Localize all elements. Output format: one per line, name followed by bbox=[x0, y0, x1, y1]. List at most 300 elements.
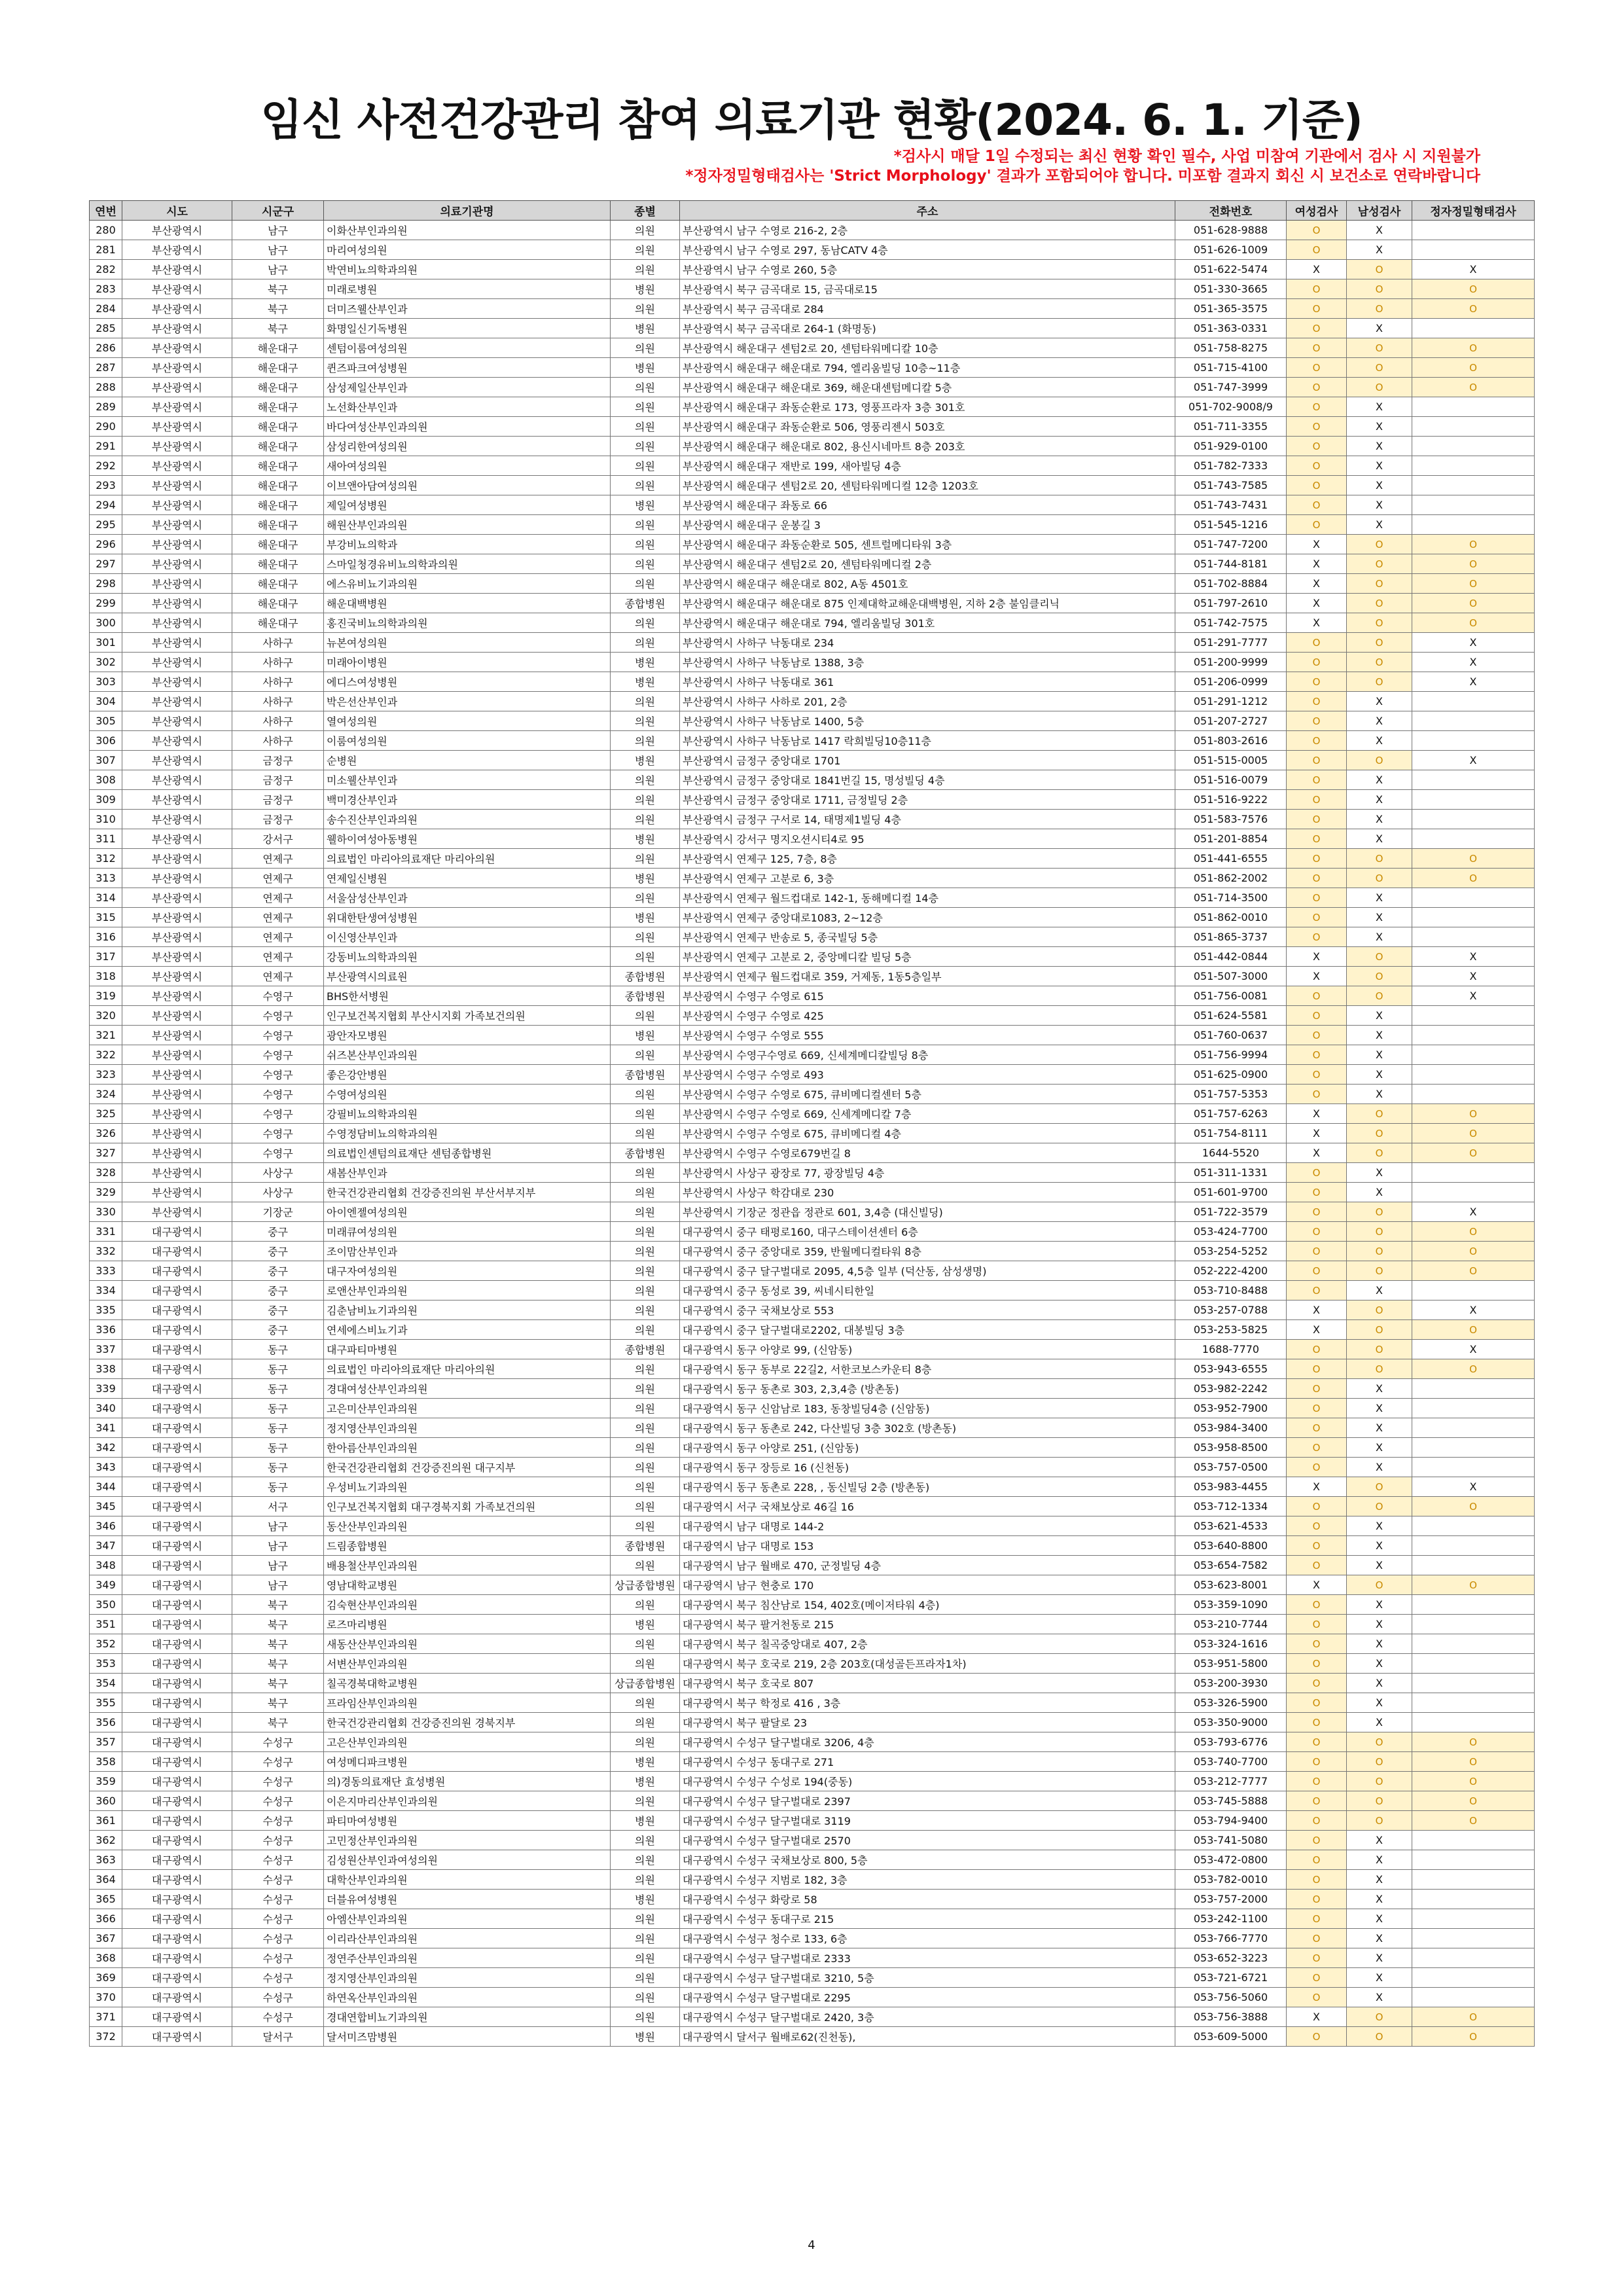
cell-phone: 051-626-1009 bbox=[1175, 240, 1287, 260]
cell-type: 병원 bbox=[611, 869, 680, 888]
cell-sigungu: 수성구 bbox=[232, 1988, 324, 2007]
cell-phone: 051-291-1212 bbox=[1175, 692, 1287, 711]
cell-no: 355 bbox=[90, 1693, 122, 1713]
cell-no: 294 bbox=[90, 495, 122, 515]
table-row bbox=[90, 869, 1535, 888]
cell-sido: 부산광역시 bbox=[122, 397, 232, 417]
cell-male-test bbox=[1347, 2007, 1412, 2027]
cross-mark: X bbox=[1376, 1638, 1383, 1650]
cell-sperm-morphology bbox=[1412, 1674, 1535, 1693]
cell-address: 대구광역시 수성구 화랑로 58 bbox=[680, 1890, 1175, 1909]
cell-male-test bbox=[1347, 574, 1412, 594]
cross-mark: X bbox=[1313, 1323, 1320, 1336]
cell-sperm-morphology bbox=[1412, 1242, 1535, 1261]
cell-sido: 부산광역시 bbox=[122, 240, 232, 260]
table-row bbox=[90, 1477, 1535, 1497]
cell-sido: 대구광역시 bbox=[122, 1615, 232, 1634]
cell-no: 317 bbox=[90, 947, 122, 967]
cell-sido: 대구광역시 bbox=[122, 1968, 232, 1988]
cell-address: 대구광역시 동구 장등로 16 (신천동) bbox=[680, 1458, 1175, 1477]
table-row bbox=[90, 711, 1535, 731]
cell-phone: 051-756-0081 bbox=[1175, 986, 1287, 1006]
cell-sigungu: 수영구 bbox=[232, 1045, 324, 1065]
cell-name: 더미즈웰산부인과 bbox=[324, 299, 611, 319]
cross-mark: X bbox=[1313, 1480, 1320, 1493]
cell-name: 뉴본여성의원 bbox=[324, 633, 611, 653]
cross-mark: X bbox=[1313, 558, 1320, 570]
cell-male-test bbox=[1347, 1575, 1412, 1595]
cell-no: 298 bbox=[90, 574, 122, 594]
cell-male-test bbox=[1347, 515, 1412, 535]
cell-sperm-morphology bbox=[1412, 711, 1535, 731]
cell-type: 의원 bbox=[611, 535, 680, 554]
cell-sido: 대구광역시 bbox=[122, 1516, 232, 1536]
cell-sigungu: 수영구 bbox=[232, 1085, 324, 1104]
cell-phone: 053-257-0788 bbox=[1175, 1300, 1287, 1320]
cell-type: 종합병원 bbox=[611, 986, 680, 1006]
cell-phone: 053-982-2242 bbox=[1175, 1379, 1287, 1399]
circle-mark: O bbox=[1375, 1795, 1383, 1807]
cell-sperm-morphology bbox=[1412, 279, 1535, 299]
circle-mark: O bbox=[1312, 656, 1321, 668]
circle-mark: O bbox=[1312, 1795, 1321, 1807]
cell-no: 345 bbox=[90, 1497, 122, 1516]
cell-sperm-morphology bbox=[1412, 810, 1535, 829]
cell-phone: 053-958-8500 bbox=[1175, 1438, 1287, 1458]
table-row bbox=[90, 1399, 1535, 1418]
cell-male-test bbox=[1347, 1477, 1412, 1497]
circle-mark: O bbox=[1375, 1756, 1383, 1768]
cell-no: 363 bbox=[90, 1850, 122, 1870]
circle-mark: O bbox=[1375, 1501, 1383, 1513]
cell-no: 323 bbox=[90, 1065, 122, 1085]
table-row bbox=[90, 849, 1535, 869]
cell-address: 대구광역시 달서구 월배로62(진천동), bbox=[680, 2027, 1175, 2047]
cell-sperm-morphology bbox=[1412, 1399, 1535, 1418]
cell-sido: 부산광역시 bbox=[122, 770, 232, 790]
circle-mark: O bbox=[1312, 715, 1321, 727]
circle-mark: O bbox=[1375, 264, 1383, 276]
cell-sperm-morphology bbox=[1412, 1497, 1535, 1516]
cell-no: 302 bbox=[90, 653, 122, 672]
cell-sido: 대구광역시 bbox=[122, 1791, 232, 1811]
cell-name: 새동산산부인과의원 bbox=[324, 1634, 611, 1654]
table-row bbox=[90, 927, 1535, 947]
cell-sperm-morphology bbox=[1412, 692, 1535, 711]
cell-no: 311 bbox=[90, 829, 122, 849]
cell-female-test bbox=[1287, 1281, 1347, 1300]
circle-mark: O bbox=[1312, 1167, 1321, 1179]
cell-name: 에디스여성병원 bbox=[324, 672, 611, 692]
cross-mark: X bbox=[1376, 1049, 1383, 1061]
cell-phone: 051-702-8884 bbox=[1175, 574, 1287, 594]
cell-male-test bbox=[1347, 653, 1412, 672]
cell-address: 부산광역시 연제구 월드컵대로 142-1, 동해메디컬 14층 bbox=[680, 888, 1175, 908]
cell-type: 의원 bbox=[611, 1045, 680, 1065]
cell-no: 318 bbox=[90, 967, 122, 986]
cell-sigungu: 중구 bbox=[232, 1300, 324, 1320]
cell-male-test bbox=[1347, 613, 1412, 633]
cell-phone: 053-254-5252 bbox=[1175, 1242, 1287, 1261]
circle-mark: O bbox=[1469, 362, 1477, 374]
circle-mark: O bbox=[1469, 342, 1477, 354]
cell-male-test bbox=[1347, 1850, 1412, 1870]
cell-no: 285 bbox=[90, 319, 122, 338]
cell-sido: 부산광역시 bbox=[122, 849, 232, 869]
cross-mark: X bbox=[1376, 1912, 1383, 1925]
cell-type: 병원 bbox=[611, 2027, 680, 2047]
cell-sigungu: 수성구 bbox=[232, 1831, 324, 1850]
table-row bbox=[90, 1556, 1535, 1575]
cell-type: 의원 bbox=[611, 888, 680, 908]
cell-type: 의원 bbox=[611, 1929, 680, 1948]
cross-mark: X bbox=[1376, 813, 1383, 825]
cell-sperm-morphology bbox=[1412, 1948, 1535, 1968]
cell-phone: 053-326-5900 bbox=[1175, 1693, 1287, 1713]
cell-phone: 051-756-9994 bbox=[1175, 1045, 1287, 1065]
table-row bbox=[90, 1104, 1535, 1124]
cross-mark: X bbox=[1376, 243, 1383, 256]
cell-female-test bbox=[1287, 1831, 1347, 1850]
cell-no: 343 bbox=[90, 1458, 122, 1477]
cell-female-test bbox=[1287, 1772, 1347, 1791]
circle-mark: O bbox=[1375, 1206, 1383, 1218]
cell-phone: 053-983-4455 bbox=[1175, 1477, 1287, 1497]
cell-name: 한국건강관리협회 건강증진의원 부산서부지부 bbox=[324, 1183, 611, 1202]
table-body bbox=[90, 221, 1535, 2047]
circle-mark: O bbox=[1375, 1304, 1383, 1316]
cross-mark: X bbox=[1376, 479, 1383, 492]
cell-sido: 부산광역시 bbox=[122, 1124, 232, 1143]
cell-sido: 부산광역시 bbox=[122, 456, 232, 476]
cell-type: 의원 bbox=[611, 1909, 680, 1929]
cell-phone: 051-747-7200 bbox=[1175, 535, 1287, 554]
circle-mark: O bbox=[1312, 1442, 1321, 1454]
cell-sperm-morphology bbox=[1412, 751, 1535, 770]
cell-female-test bbox=[1287, 417, 1347, 437]
cell-type: 병원 bbox=[611, 653, 680, 672]
circle-mark: O bbox=[1375, 676, 1383, 688]
cell-sperm-morphology bbox=[1412, 1418, 1535, 1438]
cell-sperm-morphology bbox=[1412, 1968, 1535, 1988]
cell-address: 부산광역시 해운대구 좌동순환로 505, 센트럴메디타워 3층 bbox=[680, 535, 1175, 554]
cell-type: 의원 bbox=[611, 221, 680, 240]
table-row bbox=[90, 437, 1535, 456]
cell-sido: 대구광역시 bbox=[122, 1536, 232, 1556]
cell-female-test bbox=[1287, 927, 1347, 947]
cell-male-test bbox=[1347, 1438, 1412, 1458]
cell-name: 한국건강관리협회 건강증진의원 대구지부 bbox=[324, 1458, 611, 1477]
cell-phone: 051-291-7777 bbox=[1175, 633, 1287, 653]
cell-address: 부산광역시 사상구 학감대로 230 bbox=[680, 1183, 1175, 1202]
cell-no: 344 bbox=[90, 1477, 122, 1497]
cross-mark: X bbox=[1376, 774, 1383, 786]
cell-male-test bbox=[1347, 437, 1412, 456]
cell-no: 340 bbox=[90, 1399, 122, 1418]
cell-male-test bbox=[1347, 594, 1412, 613]
cell-sigungu: 금정구 bbox=[232, 751, 324, 770]
table-row bbox=[90, 456, 1535, 476]
cell-type: 의원 bbox=[611, 1732, 680, 1752]
cell-name: 부산광역시의료원 bbox=[324, 967, 611, 986]
cell-name: 동산산부인과의원 bbox=[324, 1516, 611, 1536]
cell-type: 상급종합병원 bbox=[611, 1575, 680, 1595]
cell-sigungu: 수성구 bbox=[232, 1890, 324, 1909]
cell-female-test bbox=[1287, 1595, 1347, 1615]
circle-mark: O bbox=[1469, 2011, 1477, 2023]
cross-mark: X bbox=[1376, 1932, 1383, 1945]
cell-female-test bbox=[1287, 751, 1347, 770]
cross-mark: X bbox=[1376, 1068, 1383, 1081]
cell-male-test bbox=[1347, 358, 1412, 378]
cross-mark: X bbox=[1376, 1029, 1383, 1041]
cell-sperm-morphology bbox=[1412, 613, 1535, 633]
cell-address: 부산광역시 해운대구 센텀2로 20, 센텀타워메디컬 12층 1203호 bbox=[680, 476, 1175, 495]
cell-type: 병원 bbox=[611, 1890, 680, 1909]
circle-mark: O bbox=[1469, 598, 1477, 609]
cross-mark: X bbox=[1376, 891, 1383, 904]
table-row bbox=[90, 1968, 1535, 1988]
cell-phone: 053-652-3223 bbox=[1175, 1948, 1287, 1968]
cell-name: 새아여성의원 bbox=[324, 456, 611, 476]
cell-type: 의원 bbox=[611, 1595, 680, 1615]
cell-address: 대구광역시 수성구 달구벌대로 2420, 3층 bbox=[680, 2007, 1175, 2027]
cell-female-test bbox=[1287, 1536, 1347, 1556]
cell-address: 부산광역시 금정구 중앙대로 1841번길 15, 명성빌딩 4층 bbox=[680, 770, 1175, 790]
cell-male-test bbox=[1347, 456, 1412, 476]
cell-phone: 051-757-5353 bbox=[1175, 1085, 1287, 1104]
cell-female-test bbox=[1287, 437, 1347, 456]
cell-phone: 053-710-8488 bbox=[1175, 1281, 1287, 1300]
cell-address: 대구광역시 남구 현충로 170 bbox=[680, 1575, 1175, 1595]
cell-name: 의료법인 마리아의료재단 마리아의원 bbox=[324, 1359, 611, 1379]
cross-mark: X bbox=[1376, 1893, 1383, 1905]
cell-sperm-morphology bbox=[1412, 554, 1535, 574]
cell-phone: 051-715-4100 bbox=[1175, 358, 1287, 378]
cell-phone: 051-929-0100 bbox=[1175, 437, 1287, 456]
cell-address: 부산광역시 연제구 125, 7층, 8층 bbox=[680, 849, 1175, 869]
table-row bbox=[90, 1890, 1535, 1909]
cell-phone: 053-756-5060 bbox=[1175, 1988, 1287, 2007]
circle-mark: O bbox=[1312, 224, 1321, 236]
cell-female-test bbox=[1287, 378, 1347, 397]
cell-male-test bbox=[1347, 1418, 1412, 1438]
cell-phone: 051-200-9999 bbox=[1175, 653, 1287, 672]
cell-sperm-morphology bbox=[1412, 1222, 1535, 1242]
cell-sigungu: 남구 bbox=[232, 1516, 324, 1536]
cell-phone: 053-943-6555 bbox=[1175, 1359, 1287, 1379]
circle-mark: O bbox=[1312, 1285, 1321, 1297]
table-row bbox=[90, 319, 1535, 338]
cell-address: 대구광역시 수성구 달구벌대로 2333 bbox=[680, 1948, 1175, 1968]
cell-name: 광안자모병원 bbox=[324, 1026, 611, 1045]
circle-mark: O bbox=[1375, 1246, 1383, 1257]
cell-phone: 053-621-4533 bbox=[1175, 1516, 1287, 1536]
cell-phone: 053-757-2000 bbox=[1175, 1890, 1287, 1909]
cell-sido: 부산광역시 bbox=[122, 692, 232, 711]
cell-type: 의원 bbox=[611, 810, 680, 829]
table-row bbox=[90, 1242, 1535, 1261]
cell-type: 의원 bbox=[611, 1458, 680, 1477]
cell-sigungu: 수성구 bbox=[232, 1948, 324, 1968]
cell-address: 대구광역시 동구 동부로 22길2, 서한코보스카운티 8층 bbox=[680, 1359, 1175, 1379]
cell-female-test bbox=[1287, 515, 1347, 535]
cell-sigungu: 해운대구 bbox=[232, 437, 324, 456]
cell-male-test bbox=[1347, 1674, 1412, 1693]
cell-address: 대구광역시 동구 아양로 251, (신암동) bbox=[680, 1438, 1175, 1458]
cell-no: 372 bbox=[90, 2027, 122, 2047]
cell-no: 290 bbox=[90, 417, 122, 437]
cell-address: 대구광역시 중구 태평로160, 대구스테이션센터 6층 bbox=[680, 1222, 1175, 1242]
cell-sigungu: 북구 bbox=[232, 1693, 324, 1713]
cell-address: 대구광역시 북구 팔거천동로 215 bbox=[680, 1615, 1175, 1634]
cell-sido: 부산광역시 bbox=[122, 751, 232, 770]
cell-sigungu: 중구 bbox=[232, 1281, 324, 1300]
cell-address: 부산광역시 남구 수영로 297, 동남CATV 4층 bbox=[680, 240, 1175, 260]
cell-sperm-morphology bbox=[1412, 240, 1535, 260]
circle-mark: O bbox=[1312, 735, 1321, 747]
cell-sigungu: 남구 bbox=[232, 260, 324, 279]
cell-female-test bbox=[1287, 790, 1347, 810]
cell-female-test bbox=[1287, 338, 1347, 358]
cell-male-test bbox=[1347, 1026, 1412, 1045]
cell-sperm-morphology bbox=[1412, 1909, 1535, 1929]
cell-name: 열여성의원 bbox=[324, 711, 611, 731]
cell-type: 의원 bbox=[611, 1222, 680, 1242]
cell-male-test bbox=[1347, 692, 1412, 711]
cell-female-test bbox=[1287, 594, 1347, 613]
circle-mark: O bbox=[1312, 912, 1321, 924]
cell-female-test bbox=[1287, 240, 1347, 260]
cell-sido: 부산광역시 bbox=[122, 319, 232, 338]
cell-phone: 051-803-2616 bbox=[1175, 731, 1287, 751]
cell-male-test bbox=[1347, 633, 1412, 653]
col-header-female-test: 여성검사 bbox=[1287, 201, 1347, 221]
cell-name: 칠곡경북대학교병원 bbox=[324, 1674, 611, 1693]
cell-no: 327 bbox=[90, 1143, 122, 1163]
cell-sido: 대구광역시 bbox=[122, 1948, 232, 1968]
table-row bbox=[90, 1948, 1535, 1968]
cell-sido: 대구광역시 bbox=[122, 1929, 232, 1948]
table-row bbox=[90, 476, 1535, 495]
cell-sido: 부산광역시 bbox=[122, 221, 232, 240]
cell-address: 대구광역시 동구 동촌로 242, 다산빌딩 3층 302호 (방촌동) bbox=[680, 1418, 1175, 1438]
cross-mark: X bbox=[1376, 931, 1383, 943]
cross-mark: X bbox=[1313, 263, 1320, 276]
cell-type: 의원 bbox=[611, 1791, 680, 1811]
cell-address: 대구광역시 동구 신암남로 183, 동창빌딩4층 (신암동) bbox=[680, 1399, 1175, 1418]
cross-mark: X bbox=[1376, 1559, 1383, 1571]
cell-name: 쉬즈본산부인과의원 bbox=[324, 1045, 611, 1065]
circle-mark: O bbox=[1312, 283, 1321, 295]
table-row bbox=[90, 1634, 1535, 1654]
table-row bbox=[90, 378, 1535, 397]
cell-sido: 부산광역시 bbox=[122, 515, 232, 535]
cell-sido: 대구광역시 bbox=[122, 1340, 232, 1359]
col-header-sperm-morphology: 정자정밀형태검사 bbox=[1412, 201, 1535, 221]
cross-mark: X bbox=[1376, 322, 1383, 334]
table-row bbox=[90, 751, 1535, 770]
cell-address: 부산광역시 해운대구 해운대로 369, 해운대센텀메디칼 5층 bbox=[680, 378, 1175, 397]
cell-name: 한국건강관리협회 건강증진의원 경북지부 bbox=[324, 1713, 611, 1732]
cell-sperm-morphology bbox=[1412, 1045, 1535, 1065]
cross-mark: X bbox=[1376, 1166, 1383, 1179]
circle-mark: O bbox=[1312, 1952, 1321, 1964]
cell-phone: 051-206-0999 bbox=[1175, 672, 1287, 692]
cell-no: 350 bbox=[90, 1595, 122, 1615]
cell-female-test bbox=[1287, 1085, 1347, 1104]
cell-name: 서울삼성산부인과 bbox=[324, 888, 611, 908]
cell-female-test bbox=[1287, 1143, 1347, 1163]
cell-name: 로앤산부인과의원 bbox=[324, 1281, 611, 1300]
cell-sido: 부산광역시 bbox=[122, 711, 232, 731]
cross-mark: X bbox=[1313, 617, 1320, 629]
circle-mark: O bbox=[1375, 853, 1383, 865]
cell-female-test bbox=[1287, 1713, 1347, 1732]
cell-name: 의료법인 마리아의료재단 마리아의원 bbox=[324, 849, 611, 869]
cell-sigungu: 달서구 bbox=[232, 2027, 324, 2047]
cell-name: 에스유비뇨기과의원 bbox=[324, 574, 611, 594]
cell-sperm-morphology bbox=[1412, 633, 1535, 653]
cell-sperm-morphology bbox=[1412, 299, 1535, 319]
cell-female-test bbox=[1287, 1575, 1347, 1595]
cell-sperm-morphology bbox=[1412, 221, 1535, 240]
cross-mark: X bbox=[1376, 1971, 1383, 1984]
cell-sido: 부산광역시 bbox=[122, 554, 232, 574]
cross-mark: X bbox=[1469, 1343, 1477, 1355]
circle-mark: O bbox=[1375, 1736, 1383, 1748]
cell-no: 365 bbox=[90, 1890, 122, 1909]
cell-type: 의원 bbox=[611, 1438, 680, 1458]
cell-phone: 053-757-0500 bbox=[1175, 1458, 1287, 1477]
cell-sido: 부산광역시 bbox=[122, 1006, 232, 1026]
circle-mark: O bbox=[1312, 1010, 1321, 1022]
cell-name: 영남대학교병원 bbox=[324, 1575, 611, 1595]
circle-mark: O bbox=[1312, 1206, 1321, 1218]
cell-female-test bbox=[1287, 1340, 1347, 1359]
cell-type: 병원 bbox=[611, 672, 680, 692]
table-row bbox=[90, 1772, 1535, 1791]
cell-type: 의원 bbox=[611, 456, 680, 476]
cross-mark: X bbox=[1376, 1441, 1383, 1454]
circle-mark: O bbox=[1469, 1246, 1477, 1257]
cell-female-test bbox=[1287, 1124, 1347, 1143]
circle-mark: O bbox=[1375, 1128, 1383, 1139]
cell-sperm-morphology bbox=[1412, 731, 1535, 751]
circle-mark: O bbox=[1312, 1226, 1321, 1238]
circle-mark: O bbox=[1312, 814, 1321, 825]
cell-sperm-morphology bbox=[1412, 1458, 1535, 1477]
cell-sido: 대구광역시 bbox=[122, 1988, 232, 2007]
cell-female-test bbox=[1287, 869, 1347, 888]
circle-mark: O bbox=[1312, 1520, 1321, 1532]
cell-no: 289 bbox=[90, 397, 122, 417]
cell-sperm-morphology bbox=[1412, 319, 1535, 338]
cell-name: 인구보건복지협회 부산시지회 가족보건의원 bbox=[324, 1006, 611, 1026]
cell-sigungu: 해운대구 bbox=[232, 378, 324, 397]
cross-mark: X bbox=[1313, 1127, 1320, 1139]
cell-no: 358 bbox=[90, 1752, 122, 1772]
table-row bbox=[90, 1674, 1535, 1693]
cell-name: 연제일신병원 bbox=[324, 869, 611, 888]
cell-male-test bbox=[1347, 986, 1412, 1006]
cell-name: 하연옥산부인과의원 bbox=[324, 1988, 611, 2007]
cell-female-test bbox=[1287, 1202, 1347, 1222]
circle-mark: O bbox=[1469, 1501, 1477, 1513]
table-row bbox=[90, 554, 1535, 574]
cell-sigungu: 해운대구 bbox=[232, 417, 324, 437]
circle-mark: O bbox=[1375, 1579, 1383, 1591]
